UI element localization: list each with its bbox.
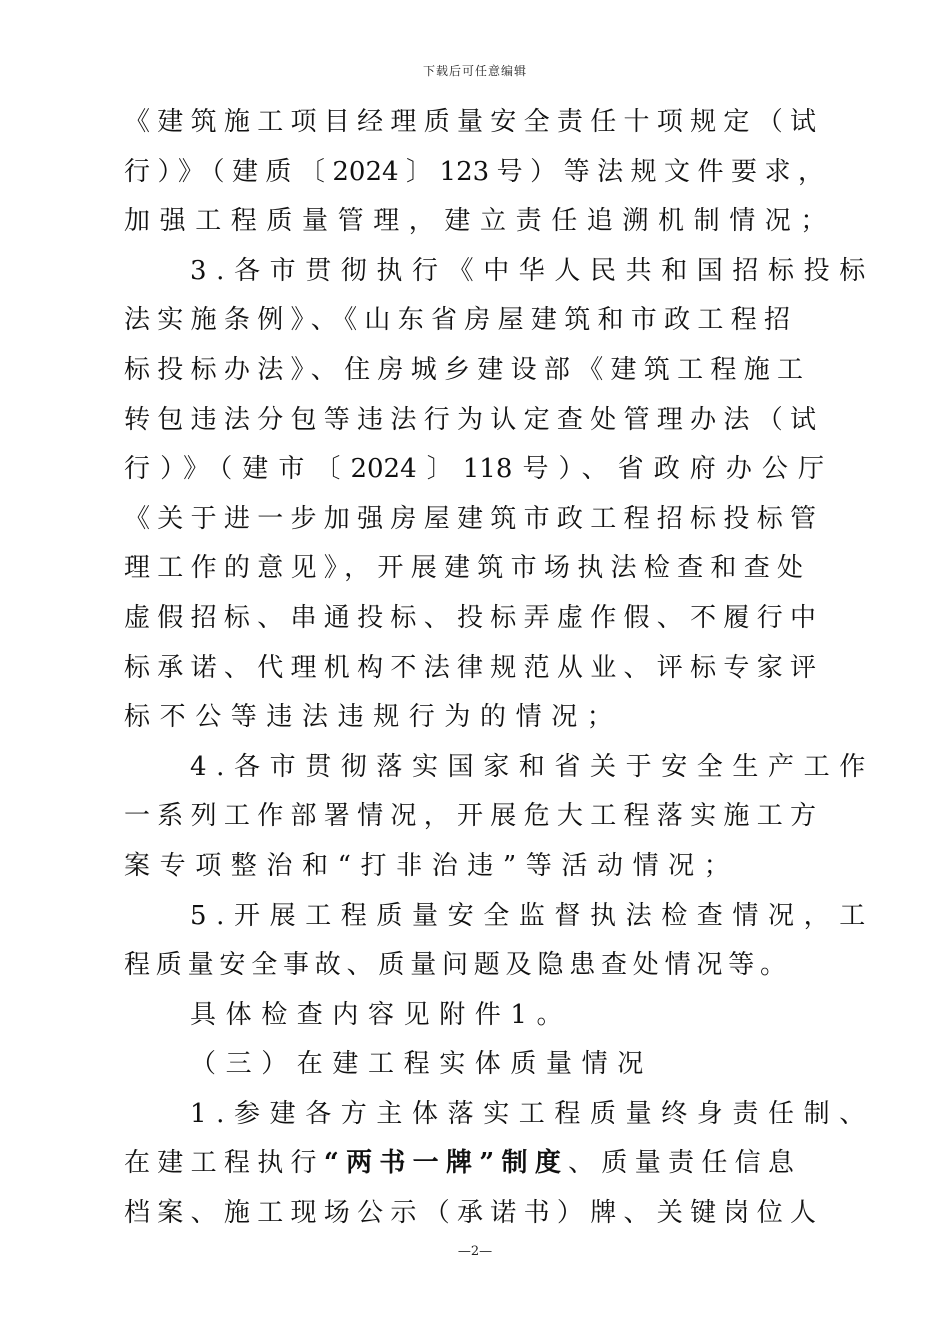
text-line: 《关于进一步加强房屋建筑市政工程招标投标管 [124,503,824,534]
text-line: 加强工程质量管理，建立责任追溯机制情况； [124,206,837,237]
text-line: 5.开展工程质量安全监督执法检查情况，工 [190,900,875,931]
text-line: 《建筑施工项目经理质量安全责任十项规定（试 [124,107,824,137]
text-line: 行）》（建质〔2024〕123号）等法规文件要求， [124,156,824,187]
page-header: 下载后可任意编辑 [422,64,527,78]
section-heading: （三）在建工程实体质量情况 [190,1049,653,1080]
text-line: 程质量安全事故、质量问题及隐患查处情况等。 [124,950,792,981]
text-line: 3.各市贯彻执行《中华人民共和国招标投标 [190,255,875,286]
text-line: 标投标办法》、住房城乡建设部《建筑工程施工 [124,354,811,385]
text-line-with-emphasis [124,1139,824,1189]
text-line: 法实施条例》、《山东省房屋建筑和市政工程招 [124,305,798,336]
text-line: 理工作的意见》，开展建筑市场执法检查和查处 [124,553,811,584]
text-line: 具体检查内容见附件1。 [190,999,573,1030]
emphasis-text: “两书一牌”制度 [323,1148,569,1179]
text-segment: 、质量责任信息 [568,1148,802,1179]
text-line: 行）》（建市〔2024〕118号）、省政府办公厅 [124,454,824,485]
text-line: 标不公等违法违规行为的情况； [124,702,623,733]
text-line: 一系列工作部署情况，开展危大工程落实施工方 [124,801,824,832]
text-line: 转包违法分包等违法行为认定查处管理办法（试 [124,404,824,435]
document-body [124,98,875,1239]
text-line: 案专项整治和“打非治违”等活动情况； [124,850,740,881]
text-line: 1.参建各方主体落实工程质量终身责任制、 [190,1098,875,1129]
text-segment: 在建工程执行 [124,1148,324,1179]
text-line: 档案、施工现场公示（承诺书）牌、关键岗位人 [124,1198,824,1229]
page-number: —2— [457,1244,493,1259]
text-line: 虚假招标、串通投标、投标弄虚作假、不履行中 [124,602,824,633]
text-line: 标承诺、代理机构不法律规范从业、评标专家评 [124,652,824,683]
text-line: 4.各市贯彻落实国家和省关于安全生产工作 [190,751,875,782]
